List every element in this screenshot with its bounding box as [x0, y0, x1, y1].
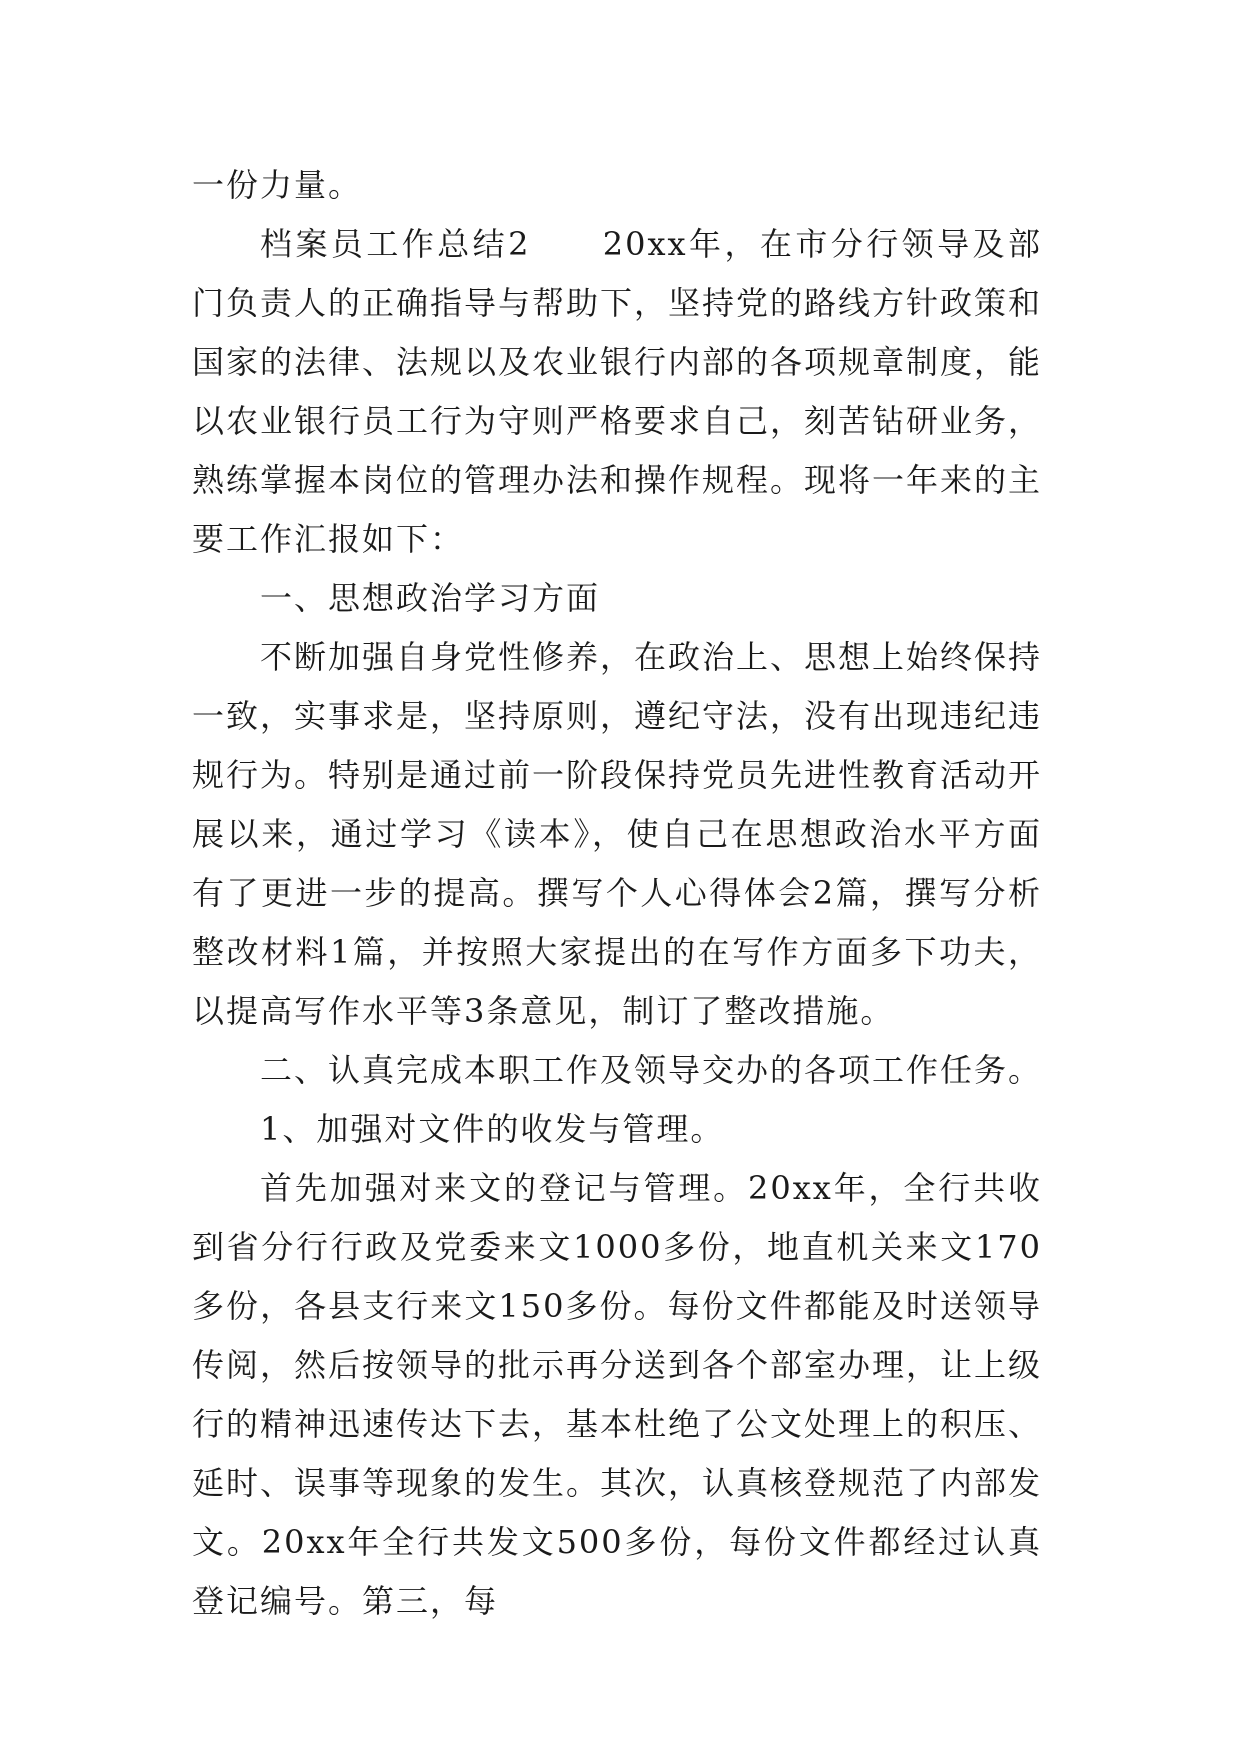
section-heading-political-study: 一、思想政治学习方面: [260, 579, 601, 617]
paragraph-continuation: 一份力量。: [192, 166, 363, 204]
paragraph-summary-intro: 档案员工作总结2 20xx年，在市分行领导及部门负责人的正确指导与帮助下，坚持党的路线方针政策和国家的法律、法规以及农业银行内部的各项规章制度，能以农业银行员工行为守则严格要求自己，刻苦钻研业务，熟练掌握本岗位的管理办法和操作规程。现将一年来的主要工作汇报如下：: [192, 225, 1043, 558]
subsection-heading-document-management: 1、加强对文件的收发与管理。: [260, 1110, 725, 1148]
document-body: [192, 156, 1042, 1631]
paragraph-document-management: 首先加强对来文的登记与管理。20xx年，全行共收到省分行行政及党委来文1000多份，地直机关来文170多份，各县支行来文150多份。每份文件都能及时送领导传阅，然后按领导的批示再分送到各个部室办理，让上级行的精神迅速传达下去，基本杜绝了公文处理上的积压、延时、误事等现象的发生。其次，认真核登规范了内部发文。20xx年全行共发文500多份，每份文件都经过认真登记编号。第三，每: [192, 1169, 1043, 1620]
paragraph-political-study: 不断加强自身党性修养，在政治上、思想上始终保持一致，实事求是，坚持原则，遵纪守法，没有出现违纪违规行为。特别是通过前一阶段保持党员先进性教育活动开展以来，通过学习《读本》，使自己在思想政治水平方面有了更进一步的提高。撰写个人心得体会2篇，撰写分析整改材料1篇，并按照大家提出的在写作方面多下功夫，以提高写作水平等3条意见，制订了整改措施。: [192, 638, 1043, 1030]
section-heading-work-tasks: 二、认真完成本职工作及领导交办的各项工作任务。: [260, 1051, 1043, 1089]
